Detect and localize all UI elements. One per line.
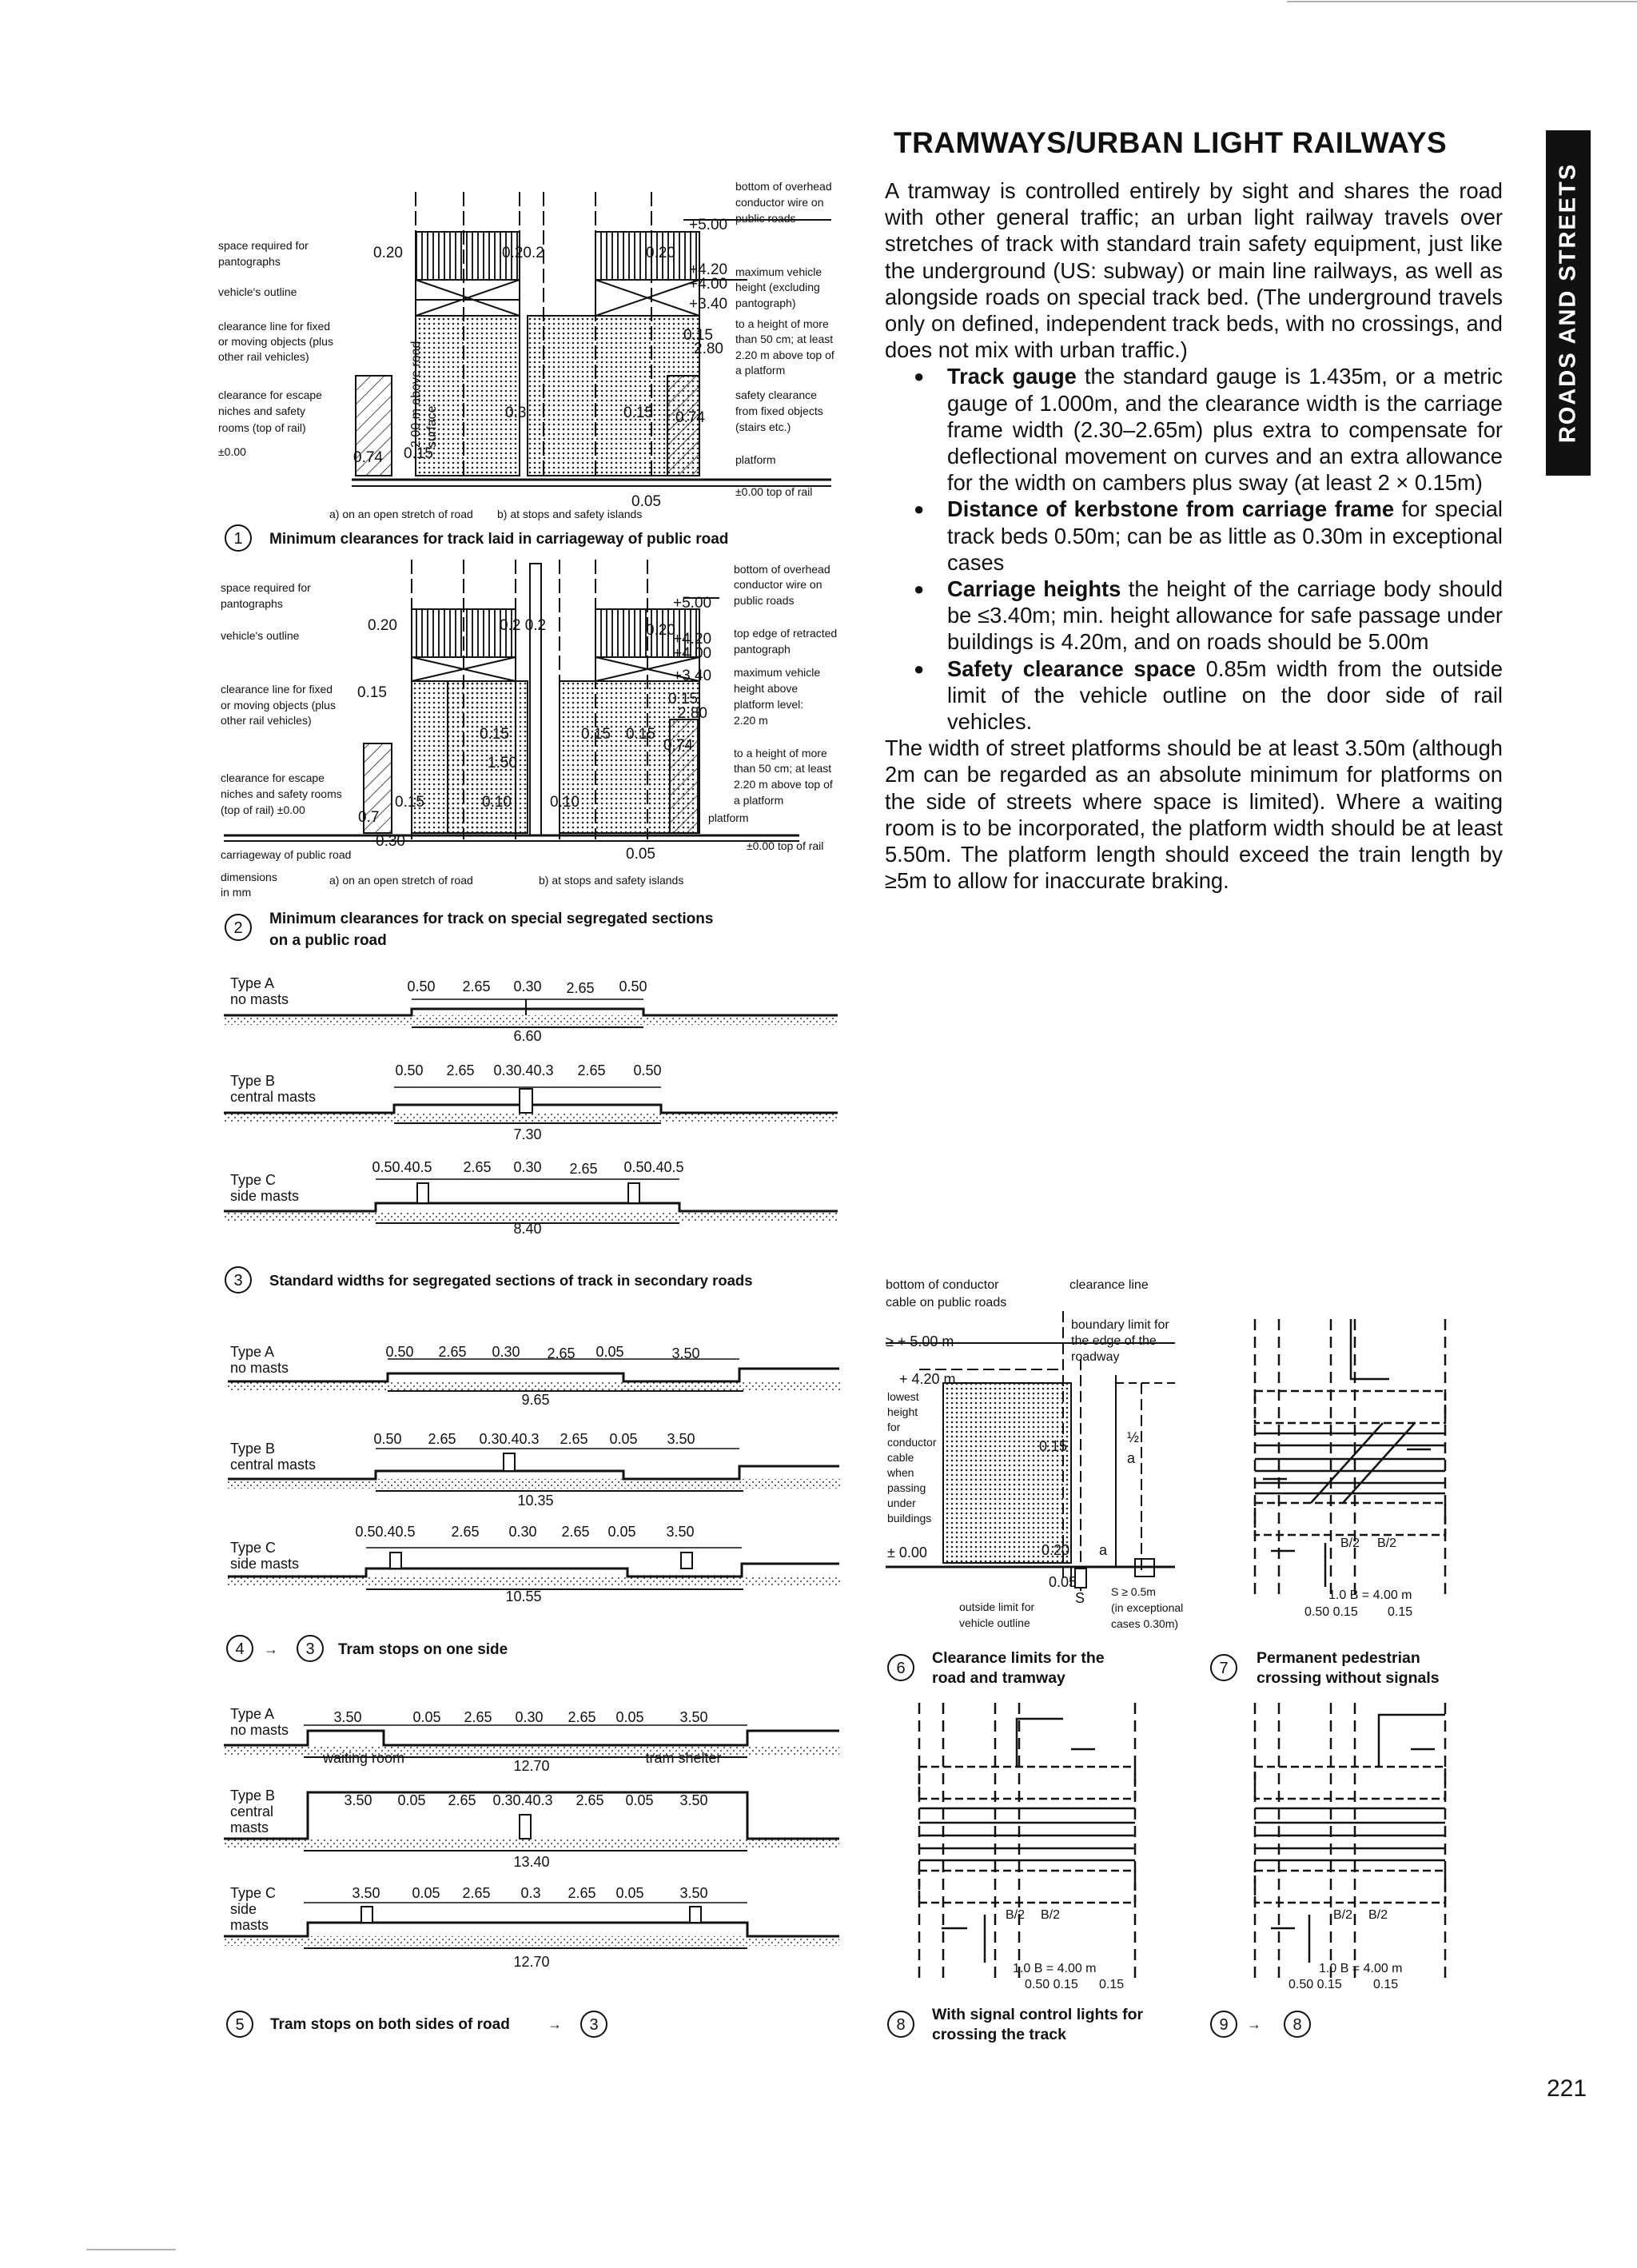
label: rooms (top of rail)	[218, 421, 306, 434]
row-label: no masts	[230, 1360, 289, 1376]
label: than 50 cm; at least	[734, 762, 832, 775]
label: to a height of more	[734, 747, 827, 759]
figure-ref: 3	[305, 1640, 315, 1658]
dim: 0.05	[631, 493, 661, 510]
row-label: Type A	[230, 1706, 275, 1722]
dim: 3.50	[667, 1431, 695, 1447]
dim: 0.15	[626, 726, 655, 743]
figure-caption: Minimum clearances for track on special segregated sections	[269, 911, 714, 927]
label: roadway	[1071, 1350, 1120, 1364]
row-label: central masts	[230, 1089, 317, 1105]
figure-caption: Tram stops on both sides of road	[270, 2016, 510, 2033]
dim: 0.2 0.2	[500, 617, 547, 634]
label: under	[887, 1497, 916, 1509]
dim: 2.65	[569, 1161, 598, 1177]
label: platform	[708, 811, 749, 824]
label: passing	[887, 1481, 926, 1494]
figure-caption: Permanent pedestrian	[1257, 1649, 1420, 1667]
row-label: Type A	[230, 1344, 275, 1360]
label: clearance for escape	[221, 771, 325, 784]
figure-caption: on a public road	[269, 932, 387, 949]
dim: 3.50	[679, 1885, 708, 1901]
label: lowest	[887, 1390, 919, 1403]
dim: 3.50	[679, 1709, 708, 1725]
dim: 0.15	[623, 405, 653, 421]
figure-number: 8	[896, 2016, 906, 2034]
dim: 0.10	[482, 794, 512, 811]
figure-number: 3	[233, 1272, 243, 1289]
label: vehicle's outline	[218, 285, 297, 298]
label: other rail vehicles)	[221, 714, 312, 727]
dim: +3.40	[689, 296, 728, 313]
closing-paragraph: The width of street platforms should be at least 3.50m (although 2m can be regarded as an absolute minimum for platforms on the side of streets where space is limited). Where a waiting room is to be incorporated, the platform width should be at least 5.50m. The platform length should exceed the train length by ≥5m to allow for inaccurate braking.	[885, 735, 1503, 894]
figure-ref: 3	[589, 2016, 599, 2034]
figure-1-caption	[225, 525, 728, 551]
label: a platform	[734, 794, 784, 807]
dim: 2.65	[568, 1709, 596, 1725]
dim: 0.05	[607, 1524, 636, 1540]
dim: 8.40	[513, 1221, 542, 1237]
dim: 0.7	[358, 809, 380, 826]
figure-caption: Tram stops on one side	[338, 1641, 508, 1658]
dim: 6.60	[513, 1028, 542, 1044]
dim: 0.15	[395, 794, 424, 811]
label: pantograph)	[735, 297, 796, 309]
label: height	[887, 1405, 918, 1418]
dim: B/2	[1041, 1908, 1061, 1922]
arrow-icon: →	[264, 1641, 278, 1657]
label: cable on public roads	[886, 1296, 1007, 1309]
label: S ≥ 0.5m	[1111, 1585, 1156, 1598]
dim: 1.50	[488, 755, 517, 771]
dim: 10.55	[505, 1588, 542, 1604]
label: 2.20 m above top of	[735, 349, 834, 361]
label: bottom of overhead	[734, 563, 830, 576]
dim: 0.15	[357, 684, 387, 701]
dim: 0.05	[615, 1709, 644, 1725]
dim: 0.74	[353, 449, 383, 466]
label: height (excluding	[735, 281, 820, 293]
label: height above	[734, 682, 799, 695]
central-mast	[530, 564, 541, 835]
label: platform level:	[734, 698, 804, 711]
dim: 2.65	[446, 1062, 475, 1078]
label: for	[887, 1421, 901, 1433]
dim: ½	[1127, 1429, 1140, 1445]
dim: 1.0 B = 4.00 m	[1319, 1962, 1403, 1975]
dim: 0.50	[373, 1431, 402, 1447]
figure-caption: crossing without signals	[1257, 1669, 1440, 1687]
dim: 0.05	[397, 1792, 426, 1808]
dim: 0.15	[1388, 1605, 1413, 1619]
label: top edge of retracted	[734, 627, 838, 640]
label: vehicle outline	[959, 1616, 1030, 1629]
dim: 2.65	[451, 1524, 480, 1540]
dim: 0.50	[385, 1344, 414, 1360]
figure-caption: Standard widths for segregated sections of track in secondary roads	[269, 1272, 753, 1289]
label: clearance line for fixed	[218, 320, 331, 333]
figure-caption: road and tramway	[932, 1669, 1065, 1687]
dim: 0.50	[633, 1062, 662, 1078]
dim: 0.20	[646, 622, 675, 639]
sub-caption: b) at stops and safety islands	[539, 874, 684, 887]
dim: ≥ + 5.00 m	[886, 1333, 954, 1349]
label: than 50 cm; at least	[735, 333, 834, 345]
row-label: side	[230, 1901, 257, 1917]
dim: 2.65	[428, 1431, 456, 1447]
dim: 0.05	[615, 1885, 644, 1901]
label: other rail vehicles)	[218, 350, 309, 363]
dim: 2.65	[464, 1709, 492, 1725]
dim: 2.65	[463, 1159, 492, 1175]
dim: 12.70	[513, 1954, 550, 1970]
figure-4	[227, 1344, 842, 1661]
dim: 0.05	[595, 1344, 624, 1360]
both-sides-type-b	[224, 1788, 839, 1870]
label: space required for	[221, 581, 311, 594]
stop-type-c	[228, 1524, 842, 1604]
label: buildings	[887, 1512, 932, 1525]
dim: +5.00	[689, 217, 728, 233]
figure-2-labels	[221, 563, 837, 899]
row-label: Type C	[230, 1540, 277, 1556]
label: vehicle's outline	[221, 629, 300, 642]
bullet-term: Distance of kerbstone from carriage frame	[947, 496, 1395, 522]
page-title: TRAMWAYS/URBAN LIGHT RAILWAYS	[894, 126, 1448, 159]
dim: 0.3	[505, 405, 527, 421]
dim: 0.50	[619, 979, 647, 994]
figure-number: 9	[1219, 2016, 1229, 2034]
row-label: Type B	[230, 1441, 276, 1457]
label: ±0.00 top of rail	[747, 839, 824, 852]
dim: 2.65	[561, 1524, 590, 1540]
figure-number: 4	[235, 1640, 245, 1658]
figure-number: 6	[896, 1660, 906, 1677]
label: space required for	[218, 239, 309, 252]
figure-7	[1211, 1319, 1445, 1687]
dim: 0.15	[1099, 1978, 1125, 1991]
label: clearance for escape	[218, 389, 322, 401]
dim: B/2	[1340, 1537, 1360, 1550]
dim: 2.65	[448, 1792, 476, 1808]
row-label: masts	[230, 1820, 269, 1836]
bullet-term: Carriage heights	[947, 576, 1121, 602]
dim: 0.15	[668, 691, 698, 708]
dim: 2.65	[560, 1431, 588, 1447]
vehicle-outline	[943, 1383, 1071, 1563]
dim: 1.0 B = 4.00 m	[1328, 1588, 1412, 1602]
arrow-icon: →	[548, 2016, 562, 2032]
figure-number: 1	[233, 530, 243, 548]
dim: 0.30.40.3	[479, 1431, 540, 1447]
dim: 3.50	[352, 1885, 380, 1901]
dim: 0.50.40.5	[372, 1159, 432, 1175]
bullet-text: 0.85m width from the outside limit of the vehicle outline on the door side of rail vehicles.	[947, 656, 1504, 735]
label: to a height of more	[735, 317, 829, 330]
bullet-term: Safety clearance space	[947, 656, 1196, 681]
dim: 0.15	[480, 726, 509, 743]
dim: 0.15	[1039, 1438, 1068, 1454]
label: public roads	[735, 212, 796, 225]
dim: +3.40	[673, 668, 712, 684]
label: bottom of conductor	[886, 1278, 999, 1292]
dim: + 4.20 m	[899, 1371, 956, 1387]
label: pantographs	[218, 255, 281, 268]
dim: 0.30	[513, 979, 542, 994]
dim: 2.65	[566, 980, 595, 996]
dim: 0.20	[1042, 1542, 1070, 1558]
dim: 2.65	[577, 1062, 606, 1078]
dim: 7.30	[513, 1126, 542, 1142]
label: conductor wire on	[734, 578, 822, 591]
row-label: no masts	[230, 991, 289, 1007]
dim: 0.05	[626, 846, 655, 863]
dim: surface	[425, 405, 439, 448]
label: dimensions	[221, 871, 277, 883]
label: pantograph	[734, 643, 791, 656]
label: platform	[735, 453, 776, 466]
dim: 3.50	[679, 1792, 708, 1808]
figure-caption: Minimum clearances for track laid in carriageway of public road	[269, 531, 729, 548]
label: conductor wire on	[735, 196, 824, 209]
dim: 0.30	[492, 1344, 520, 1360]
bullet-text: for special track beds 0.50m; can be as little as 0.30m in exceptional cases	[947, 496, 1503, 575]
dim: 2.65	[462, 1885, 491, 1901]
both-sides-type-c	[224, 1885, 839, 1970]
label: safety clearance	[735, 389, 817, 401]
dim: 2.65	[576, 1792, 604, 1808]
dim: 0.74	[675, 409, 705, 426]
dim: +4.20	[673, 631, 712, 648]
dim: B/2	[1006, 1908, 1026, 1922]
dim: 0.50	[407, 979, 436, 994]
label: bottom of overhead	[735, 180, 832, 193]
sub-caption: a) on an open stretch of road	[329, 508, 473, 520]
sub-caption: a) on an open stretch of road	[329, 874, 473, 887]
dim: 2.00 m above road	[409, 341, 423, 448]
label: niches and safety rooms	[221, 787, 342, 800]
dim: B/2	[1368, 1908, 1388, 1922]
page-number: 221	[1547, 2075, 1587, 2102]
tram-shelter-label: tram shelter	[645, 1750, 722, 1766]
section-type-b	[224, 1062, 838, 1142]
dim: 0.05	[609, 1431, 638, 1447]
dim: 0.20.2	[502, 245, 544, 261]
dim: 0.50.40.5	[355, 1524, 416, 1540]
dim: 2.65	[547, 1345, 576, 1361]
label: or moving objects (plus	[221, 699, 336, 711]
arrow-icon: →	[1247, 2016, 1261, 2032]
dim: 0.30	[515, 1709, 544, 1725]
dim: B/2	[1377, 1537, 1397, 1550]
dim: 3.50	[666, 1524, 695, 1540]
dim: 2.65	[438, 1344, 467, 1360]
dim: 0.15	[683, 327, 713, 344]
intro-paragraph: A tramway is controlled entirely by sight and shares the road with other general traffic; an urban light railway travels over stretches of track with standard train safety equipment, just like the underground (US: subway) or main line railways, as well as alongside roads on special track bed. (The underground travels only on defined, independent track beds, with no crossings, and does not mix with urban traffic.)	[885, 178, 1503, 363]
dim: 2.65	[568, 1885, 596, 1901]
label: in mm	[221, 886, 252, 899]
dim: 0.15	[1373, 1978, 1399, 1991]
figure-caption: crossing the track	[932, 2026, 1066, 2043]
label: ±0.00	[218, 445, 246, 458]
label: boundary limit for	[1071, 1318, 1169, 1332]
dim: 0.05	[412, 1885, 440, 1901]
dim: 0.50	[395, 1062, 424, 1078]
bullet-text: the standard gauge is 1.435m, or a metric gauge of 1.000m, and the clearance width is the carriage frame width (2.30–2.65m) plus extra to compensate for deflectional movement on curves and an extra allowance for the width on cambers plus sway (at least 2 × 0.15m)	[947, 364, 1503, 496]
section-tab-label: ROADS AND STREETS	[1555, 162, 1581, 444]
label: the edge of the	[1071, 1334, 1157, 1348]
label: pantographs	[221, 597, 283, 610]
label: ±0.00 top of rail	[735, 485, 813, 498]
dim: 0.3	[520, 1885, 541, 1901]
row-label: Type B	[230, 1073, 276, 1089]
dim: 0.50 0.15	[1288, 1978, 1342, 1991]
dim: 12.70	[513, 1758, 550, 1774]
bullet-term: Track gauge	[947, 364, 1077, 389]
dim: S	[1075, 1590, 1085, 1606]
sub-caption: b) at stops and safety islands	[497, 508, 643, 520]
label: outside limit for	[959, 1600, 1035, 1613]
both-sides-type-a	[224, 1706, 839, 1774]
figure-1-labels	[218, 180, 834, 520]
figure-ref: 8	[1292, 2016, 1302, 2034]
dim: 2.65	[462, 979, 491, 994]
dim: 0.30.40.3	[492, 1792, 553, 1808]
dim: 0.74	[663, 737, 693, 754]
dim: 3.50	[671, 1345, 700, 1361]
dim: 1.0 B = 4.00 m	[1013, 1962, 1097, 1975]
stop-type-a	[228, 1344, 842, 1408]
label: cable	[887, 1451, 914, 1464]
dim: 3.50	[333, 1709, 362, 1725]
dim: ± 0.00	[887, 1545, 927, 1560]
row-label: side masts	[230, 1556, 300, 1572]
dim: 3.50	[344, 1792, 372, 1808]
label: maximum vehicle	[735, 265, 822, 278]
dim: +5.00	[673, 595, 712, 612]
dim: 9.65	[521, 1392, 550, 1408]
figure-9	[1211, 1703, 1445, 2037]
dim: 10.35	[517, 1493, 554, 1509]
label: clearance line for fixed	[221, 683, 333, 696]
dim: 0.30	[376, 833, 405, 850]
dim: B/2	[1333, 1908, 1353, 1922]
row-label: Type C	[230, 1885, 277, 1901]
figure-caption: Clearance limits for the	[932, 1649, 1105, 1667]
section-type-a	[224, 975, 838, 1044]
dim: a	[1127, 1450, 1136, 1466]
dim: 0.30.40.3	[493, 1062, 554, 1078]
dim: 0.20	[373, 245, 403, 261]
label: conductor	[887, 1436, 937, 1449]
row-label: Type B	[230, 1788, 276, 1804]
figure-caption: With signal control lights for	[932, 2006, 1144, 2023]
dim: 0.30	[513, 1159, 542, 1175]
row-label: masts	[230, 1917, 269, 1933]
label: (in exceptional	[1111, 1601, 1184, 1614]
label: a platform	[735, 364, 786, 377]
label: niches and safety	[218, 405, 305, 417]
dim: 13.40	[513, 1854, 550, 1870]
dim: 0.15	[404, 445, 433, 462]
dim: 0.05	[412, 1709, 441, 1725]
dim: 2.80	[678, 705, 707, 722]
dim: 0.10	[550, 794, 580, 811]
dim: 0.05	[625, 1792, 654, 1808]
label: (top of rail) ±0.00	[221, 803, 305, 816]
label: or moving objects (plus	[218, 335, 333, 348]
label: 2.20 m	[734, 714, 768, 727]
figure-2-caption	[225, 911, 713, 949]
section-type-c	[224, 1159, 838, 1237]
label: 2.20 m above top of	[734, 778, 833, 791]
row-label: side masts	[230, 1188, 300, 1204]
label: clearance line	[1069, 1278, 1149, 1292]
dim: 0.50 0.15	[1025, 1978, 1078, 1991]
label: public roads	[734, 594, 795, 607]
dim: +4.00	[689, 276, 728, 293]
figure-5	[224, 1706, 839, 2037]
label: maximum vehicle	[734, 666, 821, 679]
dim: 0.05	[1049, 1574, 1077, 1590]
dim: 2.80	[694, 341, 723, 357]
dim: +4.20	[689, 261, 728, 278]
dim: 0.30	[508, 1524, 537, 1540]
label: (stairs etc.)	[735, 421, 791, 433]
dim: 0.50.40.5	[623, 1159, 684, 1175]
label: from fixed objects	[735, 405, 823, 417]
label: carriageway of public road	[221, 848, 352, 861]
dim: 0.15	[581, 726, 611, 743]
stop-type-b	[228, 1431, 842, 1509]
dim: a	[1099, 1542, 1108, 1558]
bullet-text: the height of the carriage body should be ≤3.40m; min. height allowance for safe passage under buildings is 4.20m, and on roads should be 5.00m	[947, 576, 1503, 655]
figure-number: 7	[1219, 1660, 1229, 1677]
dim: 0.50 0.15	[1304, 1605, 1358, 1619]
figure-number: 5	[235, 2016, 245, 2034]
label: cases 0.30m)	[1111, 1617, 1179, 1630]
row-label: Type A	[230, 975, 275, 991]
dim: 0.20	[368, 617, 397, 634]
row-label: Type C	[230, 1172, 277, 1188]
label: when	[887, 1466, 914, 1479]
dim: 0.20	[646, 245, 675, 261]
row-label: central	[230, 1804, 274, 1820]
waiting-room-label: waiting room	[322, 1750, 405, 1766]
figure-6	[886, 1278, 1183, 1687]
dim: +4.00	[673, 645, 712, 662]
row-label: central masts	[230, 1457, 317, 1473]
figure-number: 2	[233, 919, 243, 937]
figure-3	[224, 975, 838, 1293]
figure-8	[888, 1703, 1144, 2043]
row-label: no masts	[230, 1722, 289, 1738]
